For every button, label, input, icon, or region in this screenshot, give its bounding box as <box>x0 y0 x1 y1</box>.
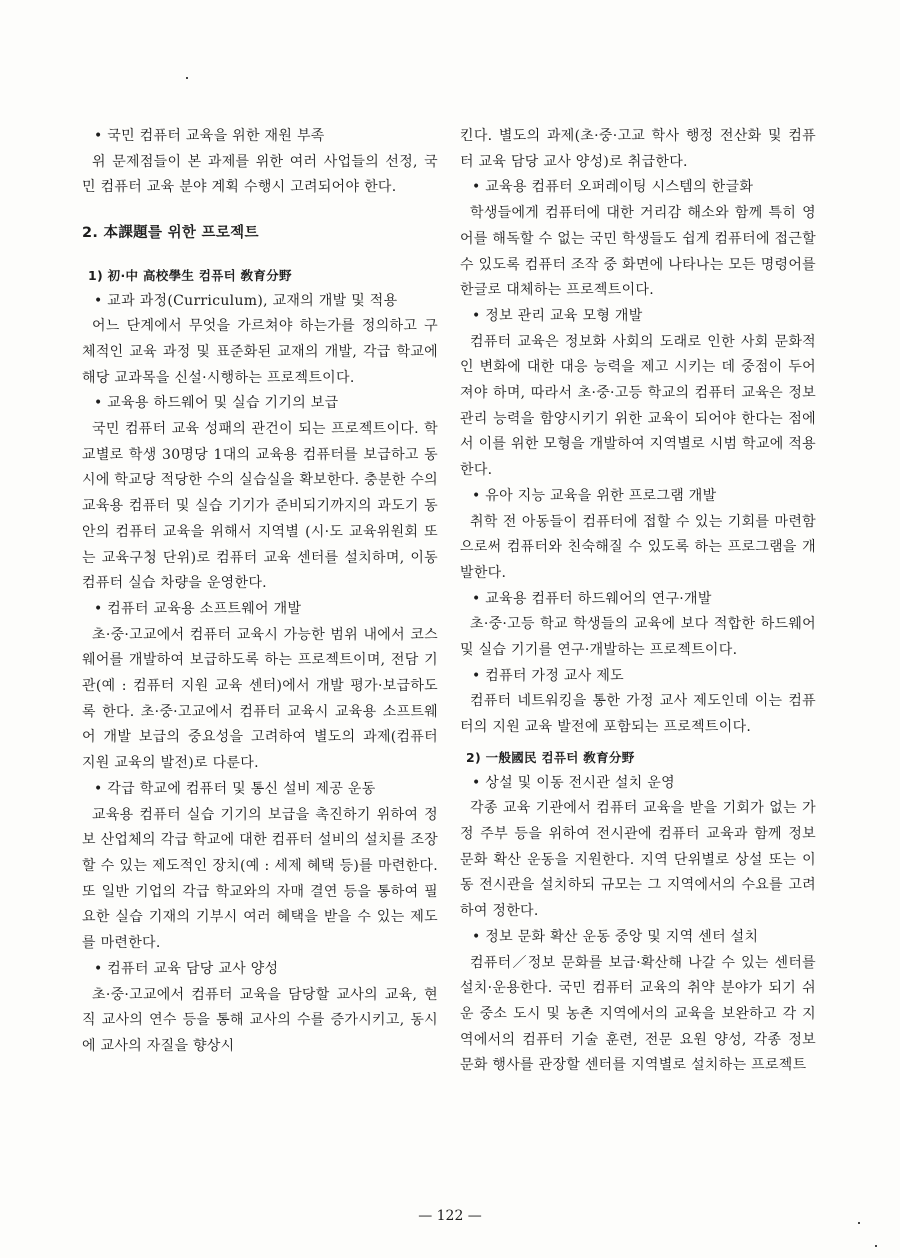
paragraph-continued: 킨다. 별도의 과제(초·중·고교 학사 행정 전산화 및 컴퓨터 교육 담당 교사 양성)로 취급한다. <box>460 128 816 170</box>
paragraph: 각종 교육 기관에서 컴퓨터 교육을 받을 기회가 없는 가정 주부 등을 위하여 전시관에 컴퓨터 교육과 함께 정보 문화 확산 운동을 지원한다. 지역 단위별로 상설 또는 이동 전시관을 설치하되 규모는 그 지역에서의 수요를 고려하여 정한다. <box>460 800 816 920</box>
scan-speck <box>858 1222 860 1224</box>
bullet-heading: • 교과 과정(Curriculum), 교재의 개발 및 적용 <box>94 292 398 309</box>
left-column <box>82 124 438 1060</box>
right-column <box>460 124 816 1079</box>
paragraph: 취학 전 아동들이 컴퓨터에 접할 수 있는 기회를 마련함으로써 컴퓨터와 친숙해질 수 있도록 하는 프로그램을 개발한다. <box>460 513 816 581</box>
scan-speck <box>875 1245 877 1247</box>
scan-speck <box>186 77 188 79</box>
bullet-heading: • 컴퓨터 교육 담당 교사 양성 <box>94 960 279 977</box>
section-heading: 2. 本課題를 위한 프로젝트 <box>82 225 259 242</box>
paragraph: 교육용 컴퓨터 실습 기기의 보급을 촉진하기 위하여 정보 산업체의 각급 학교에 대한 컴퓨터 설비의 설치를 조장할 수 있는 제도적인 장치(예 : 세제 혜택 등)를 마련한다. 또 일반 기업의 각급 학교와의 자매 결연 등을 통하여 필요한 실습 기재의 기부시 여러 혜택을 받을 수 있는 제도를 마련한다. <box>82 806 438 952</box>
bullet-heading: • 교육용 하드웨어 및 실습 기기의 보급 <box>94 395 339 412</box>
subsection-heading: 1) 初·中 高校學生 컴퓨터 敎育分野 <box>88 267 292 283</box>
bullet-heading: • 유아 지능 교육을 위한 프로그램 개발 <box>472 487 717 504</box>
paragraph: 학생들에게 컴퓨터에 대한 거리감 해소와 함께 특히 영어를 해독할 수 없는 국민 학생들도 쉽게 컴퓨터에 접근할 수 있도록 컴퓨터 조작 중 화면에 나타나는 모든 명령어를 한글로 대체하는 프로젝트이다. <box>460 205 816 299</box>
paragraph: 위 문제점들이 본 과제를 위한 여러 사업들의 선정, 국민 컴퓨터 교육 분야 계획 수행시 고려되어야 한다. <box>82 153 438 196</box>
paragraph: 컴퓨터 교육은 정보화 사회의 도래로 인한 사회 문화적인 변화에 대한 대응 능력을 제고 시키는 데 중점이 두어져야 하며, 따라서 초·중·고등 학교의 컴퓨터 교육은 정보 관리 능력을 함양시키기 위한 교육이 되어야 한다는 점에서 이를 위한 모형을 개발하여 지역별로 시범 학교에 적용한다. <box>460 333 816 479</box>
paragraph: 컴퓨터／정보 문화를 보급·확산해 나갈 수 있는 센터를 설치·운용한다. 국민 컴퓨터 교육의 취약 분야가 되기 쉬운 중소 도시 및 농촌 지역에서의 교육을 보완하고 각 지역에서의 컴퓨터 기술 훈련, 전문 요원 양성, 각종 정보 문화 행사를 관장할 센터를 지역별로 설치하는 프로젝트 <box>460 954 816 1074</box>
bullet-heading: • 상설 및 이동 전시관 설치 운영 <box>472 774 675 791</box>
page-number: — 122 — <box>418 1208 482 1224</box>
subsection-heading: 2) 一般國民 컴퓨터 敎育分野 <box>466 749 635 765</box>
paragraph: 컴퓨터 네트워킹을 통한 가정 교사 제도인데 이는 컴퓨터의 지원 교육 발전에 포함되는 프로젝트이다. <box>460 693 816 736</box>
bullet-heading: • 교육용 컴퓨터 하드웨어의 연구·개발 <box>472 590 712 607</box>
bullet-heading: • 컴퓨터 교육용 소프트웨어 개발 <box>94 600 302 617</box>
paragraph: 국민 컴퓨터 교육 성패의 관건이 되는 프로젝트이다. 학교별로 학생 30명당 1대의 교육용 컴퓨터를 보급하고 동시에 학교당 적당한 수의 실습실을 확보한다. 충분한 수의 교육용 컴퓨터 및 실습 기기가 준비되기까지의 과도기 동안의 컴퓨터 교육을 위해서 지역별 (시·도 교육위원회 또는 교육구청 단위)로 컴퓨터 교육 센터를 설치하며, 이동 컴퓨터 실습 차량을 운영한다. <box>82 421 438 592</box>
paragraph: 초·중·고등 학교 학생들의 교육에 보다 적합한 하드웨어 및 실습 기기를 연구·개발하는 프로젝트이다. <box>460 616 816 659</box>
bullet-heading: • 정보 문화 확산 운동 중앙 및 지역 센터 설치 <box>472 928 759 945</box>
paragraph: 초·중·고교에서 컴퓨터 교육을 담당할 교사의 교육, 현직 교사의 연수 등을 통해 교사의 수를 증가시키고, 동시에 교사의 자질을 향상시 <box>82 986 438 1054</box>
paragraph: 어느 단계에서 무엇을 가르쳐야 하는가를 정의하고 구체적인 교육 과정 및 표준화된 교재의 개발, 각급 학교에 해당 교과목을 신설·시행하는 프로젝트이다. <box>82 318 438 386</box>
bullet-heading: • 국민 컴퓨터 교육을 위한 재원 부족 <box>94 128 325 144</box>
bullet-heading: • 교육용 컴퓨터 오퍼레이팅 시스템의 한글화 <box>472 179 754 196</box>
bullet-heading: • 정보 관리 교육 모형 개발 <box>472 307 643 324</box>
bullet-heading: • 컴퓨터 가정 교사 제도 <box>472 667 624 684</box>
paragraph: 초·중·고교에서 컴퓨터 교육시 가능한 범위 내에서 코스웨어를 개발하여 보급하도록 하는 프로젝트이며, 전담 기관(예 : 컴퓨터 지원 교육 센터)에서 개발 평가·보급하도록 한다. 초·중·고교에서 컴퓨터 교육시 교육용 소프트웨어 개발 보급의 중요성을 고려하여 별도의 과제(컴퓨터 지원 교육의 발전)로 다룬다. <box>82 626 438 772</box>
bullet-heading: • 각급 학교에 컴퓨터 및 통신 설비 제공 운동 <box>94 780 376 797</box>
